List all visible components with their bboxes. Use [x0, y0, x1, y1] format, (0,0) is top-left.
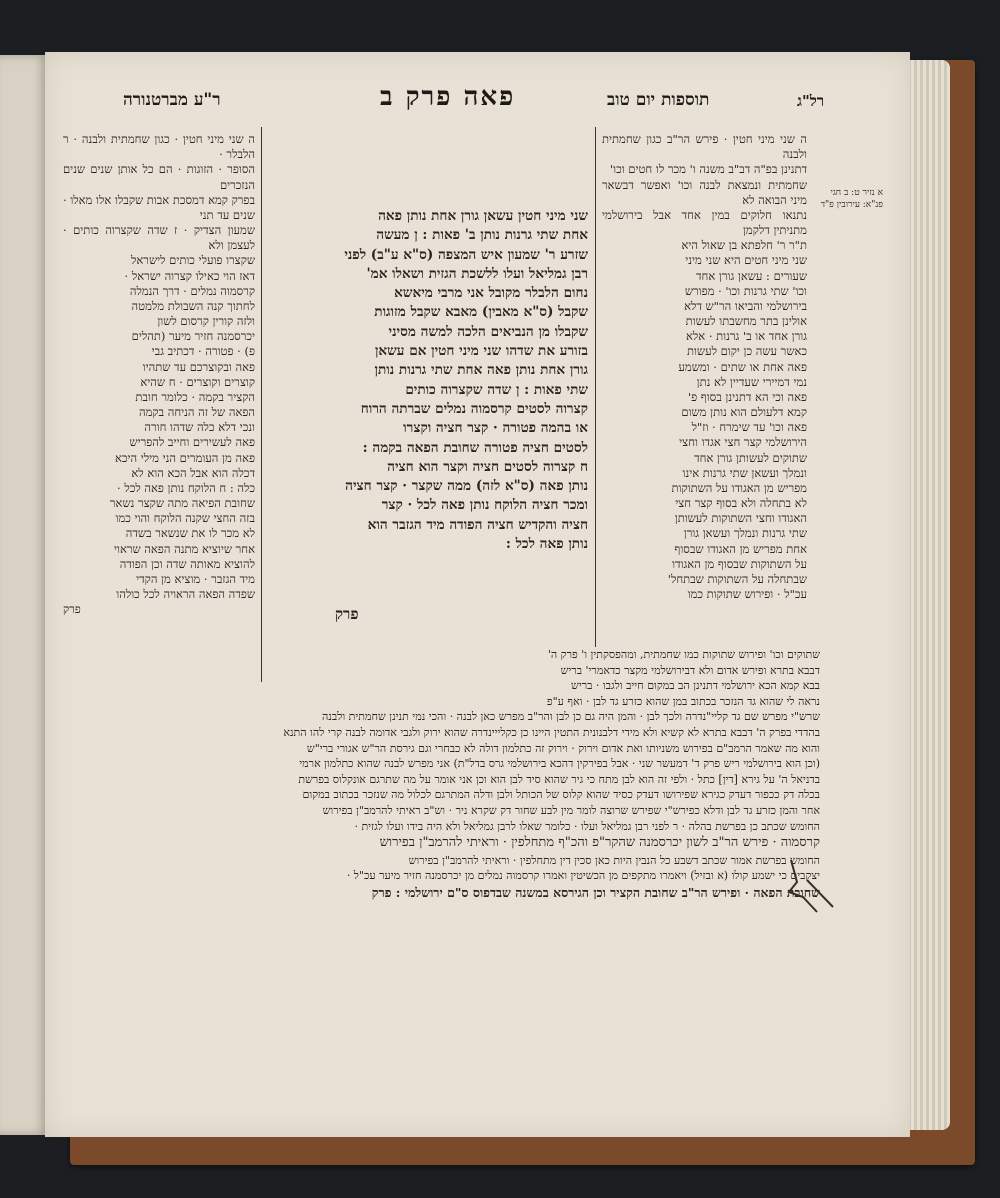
- margin-pen-mark: [783, 852, 843, 922]
- bottom-commentary: שתוקים וכו' ופירוש שתוקות כמו שחמתית, ומהפסקתין ו' פרק ה' דבבא בתרא ופירש אדום ולא דבירושלמי מקצר כדאמרי' בריש בבא קמא הכא ירושלמי דתנינן הב במקום חייב ולגבו · בריש נראה לי שהוא גד הנזכר בכתוב במן שהוא כזרע גד לבן · ואף ע"פ שרש"י מפרש שם גד קליי"נדרה ולכך לבן · והמן היה גם כן לבן והר"ב מפרש כאן לבנה · והכי נמי תנינן שחמתית ולבנה בהדדי בפרק ה' דבבא בתרא לא קשיא ולא מידי דלבנונית התטין היינו כן כקלייינדרה שהוא ירוק ולגבי אדומה לבנה קרי להו התנא והוא מה שאמר הרמב"ם בפירוש משניותו ואת אדום וירוק · וירוק זה כתלמון דולה לא כבחרי וגם גירסת הר"ש אגורי ברי"ש (וכן הוא בירושלמי ריש פרק ד' דמעשר שני · אבל בפירקין דהכא בירושלמי גרס בדל"ת) אני מפרש לבנה שהוא כתלמון ארמי בדניאל ה' על גירא [דין] כתל · ולפי זה הוא לבן מתח כי גיר שהוא סיד לבן הוא וכן אני אומר על מה שתרגם אונקלוס בפרשת בכלה דק ככפור דעדק כגירא שפירושו דעדק כסיד שהוא קלוס של הכותל ולבן ודלה המתרגם לכלול מה שנזכר בכתוב במקום אחר והמן כזרע גד לבן ודלא כפירש"י שפירש שרוצה לומר מין לבע שחור דק שקרא ניר · וש"ב ראיתי להרמב"ן בפירוש החומש שכתב כן בפרשת בהלה · ר לפני רבן גמליאל ועלו · כלומר שאלו לרבן גמליאל ולא היה בידו ועלו לגזית · קרסמוה · פירש הר"ב לשון יכרסמנה שהקר"פ והכ"ף מתחלפין · וראיתי להרמב"ן בפירוש החומש בפרשת אמור שכתב דשבע כל הנבין היות כאן סכין דין מתחלפין · וראיתי להרמב"ן בפירוש יצקבים כי ישמע קולו (א ובזיל) ויאמרו מתקפים מן הכשיטין ואמרו קרסמוה נמלים מן יכרסמנה חזיר מיער עכ"ל · שחובת הפאה · ופירש הר"ב שחובת הקציר וכן הגירסא במשנה שבדפוס ס"ם ירושלמי : פרק: [283, 648, 820, 900]
- tosafot-column: ה שני מיני חטין · פירש הר"ב כגון שחמתית ולבנה דתנינן בפ"ה דב"ב משנה ו' מכר לו חטים וכו' שחמתית ונמצאת לבנה וכו' ואפשר דבשאר מיני הבואה לא נתנאו חלוקים במין אחד אבל בירושלמי מתניתין דלקמן ת"ר ר' חלפתא בן שאול היא שני מיני חטים היא שני מיני שעורים : עשאן גורן אחד וכו' שתי גרנות וכו' · מפורש בירושלמי והביאו הר"ש דלא אולינן בתר מחשבתו לעשות גורן אחד או ב' גרנות · אלא כאשר עשה כן יקום לעשות פאה אחת או שתים · ומשמע נמי דמיירי שעדיין לא נתן פאה וכי הא דתנינן בסוף פ' קמא דלעולם הוא נותן משום פאה וכו' עד שימרח · וז"ל הירושלמי קצר חצי אגדו וחצי שתוקים לעשותן גורן אחד ונמלך ועשאן שתי גרנות אינו מפריש מן האגודו על השתוקות לא בתחלה ולא בסוף קצר חצי האגודו וחצי השתוקות לעשותן שתי גרנות ונמלך ועשאן גורן אחת מפריש מן האגודו שבסוף על השתוקות שבסוף מן האגודו שבתחלה על השתוקות שבתחל' עכ"ל · ופירוש שתוקות כמו: [602, 132, 807, 602]
- mishnah-text: שני מיני חטין עשאן גורן אחת נותן פאה אחת שתי גרנות נותן ב' פאות : ן מעשה שזרע ר' שמעון איש המצפה (ס"א ע"ב) לפני רבן גמליאל ועלו ללשכת הגזית ושאלו אמ' נחום הלבלר מקובל אני מרבי מיאשא שקבל (ס"א מאבין) מאבא שקבל מזוגות שקבלו מן הנביאים הלכה למשה מסיני בזורע את שדהו שני מיני חטין אם עשאן גורן אחת נותן פאה אחת שתי גרנות נותן שתי פאות : ן שדה שקצרוה כותים קצרוה לסטים קרסמוה נמלים שברתה הרוח או בהמה פטורה · קצר חציה וקצרו לסטים חציה פטורה שחובת הפאה בקמה : ח קצרוה לסטים חציה וקצר הוא חציה נותן פאה (ס"א לזה) ממה שקצר · קצר חציה ומכר חציה הלוקח נותן פאה לכל · קצר חציה והקדיש חציה הפודה מיד הגזבר הוא נותן פאה לכל :: [344, 208, 588, 553]
- header-left: ר"ע מברטנורה: [123, 90, 221, 110]
- bartenura-column: ה שני מיני חטין · כגון שחמתית ולבנה · ר הלבלר · הסופר · הזוגות · הם כל אותן שנים שנים הנזכרים בפרק קמא דמסכת אבות שקבלו אלו מאלו · שנים עד תני שמעון הצדיק · ז שדה שקצרוה כותים · לעצמן ולא שקצרו פועלי כותים לישראל דאז הוי כאילו קצרוה ישראל · קרסמוה נמלים · דרך הנמלה לחתוך קנה השבולת מלמטה ולזה קורין קרסום לשון יכרסמנה חזיר מיער (תהלים פ) · פטורה · דכתיב גבי פאה ובקוצרכם עד שתהיו קוצרים וקוצרים · ח שהיא הקציר בקמה · כלומר חובת הפאה של זה הניחה בקמה ונכי דלא כלה שדהו חורה פאה לעשירים וחייב להפריש פאה מן העומרים הני מילי היכא דכלה הוא אבל הכא הוא לא כלה : ח הלוקח נותן פאה לכל · שחובת הפיאה מתה שקצר נשאר בזה החצי שקנה הלוקח והוי כמו לא מכר לו את שנשאר בשדה אחר שיוציא מתנה הפאה שראוי להוציא מאותה שדה וכן הפודה מיד הגזבר · מוציא מן הקדי שפדה הפאה הראויה לכל כולהו פרק: [63, 132, 255, 617]
- header-center: פאה פרק ב: [380, 82, 516, 112]
- header-right: תוספות יום טוב: [607, 90, 710, 110]
- column-rule-left: [261, 127, 262, 682]
- side-note: א נזיר ט: ב חגי פנ"א: עירובין פ"ד: [820, 188, 883, 211]
- facing-page-edge: [0, 55, 48, 1135]
- folio-number: רל"ג: [797, 92, 825, 110]
- column-rule-right: [595, 127, 596, 647]
- mishnah-catchword: פרק: [335, 605, 359, 623]
- book-page: [45, 52, 910, 1137]
